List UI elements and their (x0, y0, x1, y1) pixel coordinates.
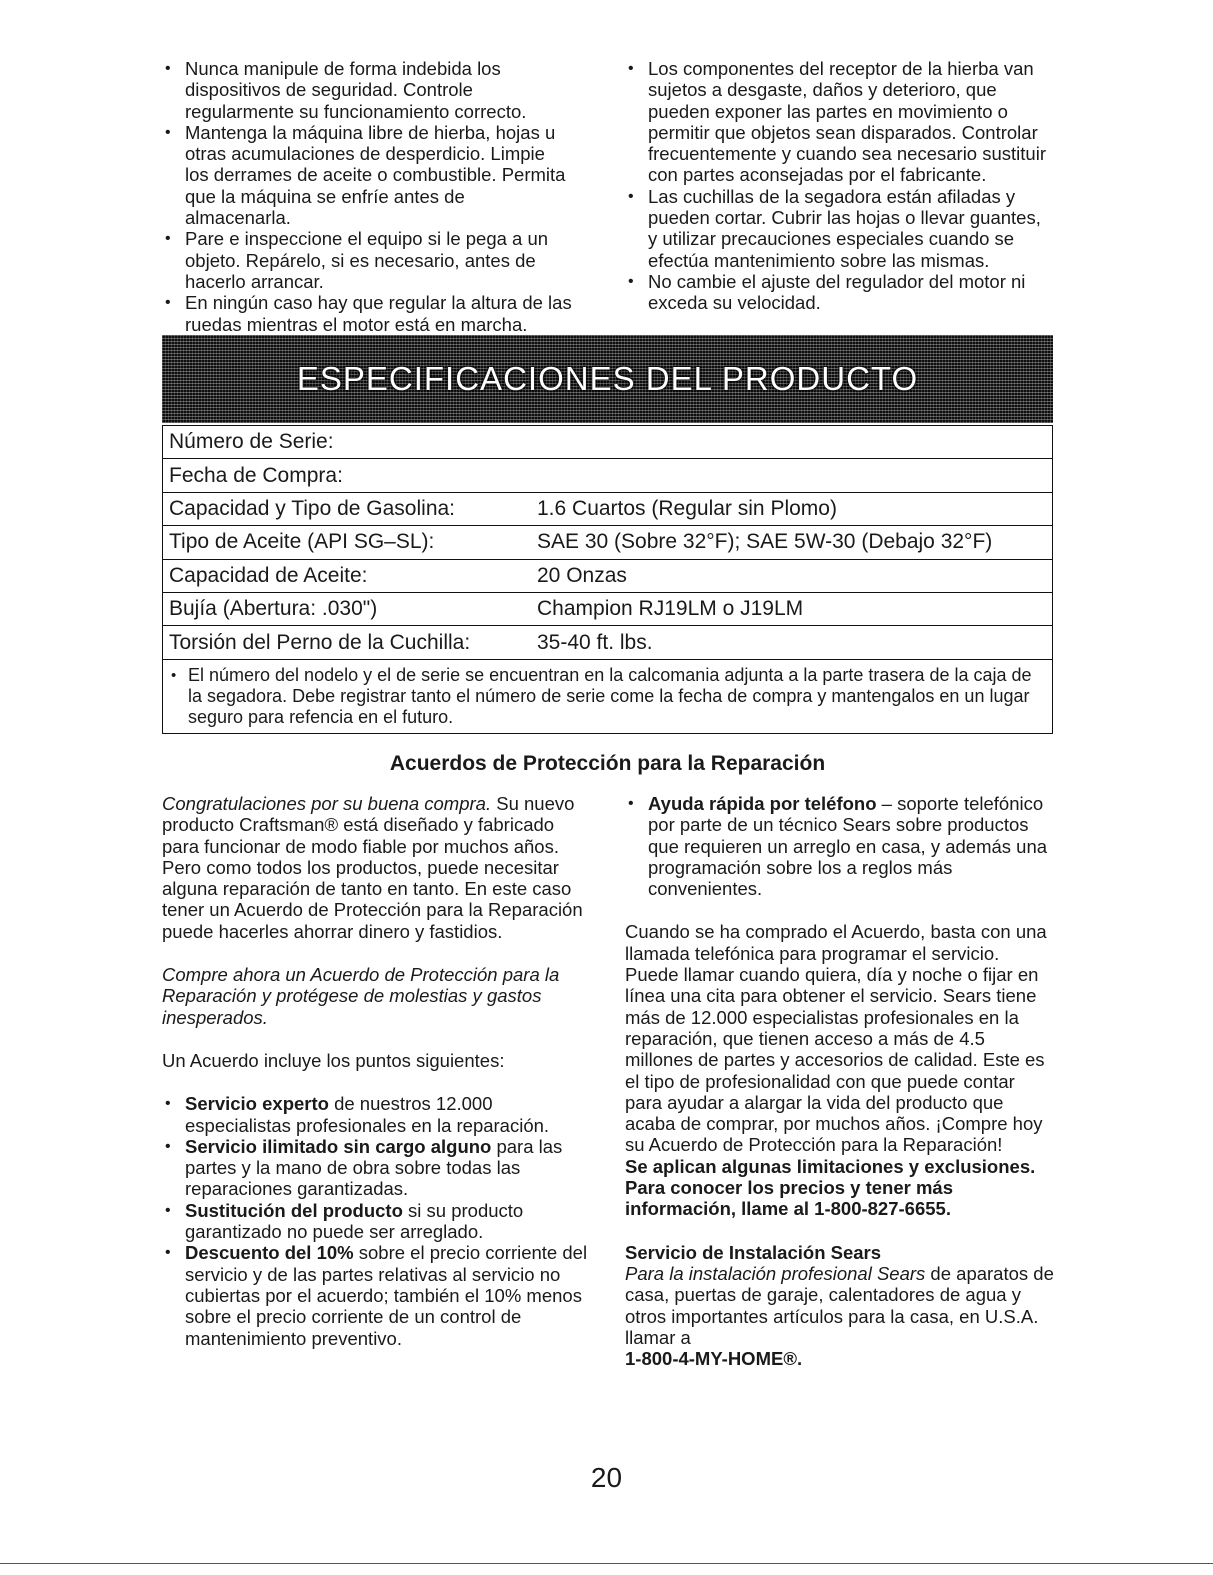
benefit-title: Servicio experto (185, 1093, 329, 1115)
benefit-title: Servicio ilimitado sin cargo alguno (185, 1135, 492, 1157)
benefit-title: Ayuda rápida por teléfono (648, 793, 877, 814)
benefit-title: Descuento del 10% (185, 1242, 354, 1264)
spec-value: SAE 30 (Sobre 32°F); SAE 5W-30 (Debajo 32°F) (537, 530, 993, 554)
install-text: de aparatos de casa, puertas de garaje, calentadores de agua y otros importantes artículos para la casa, en U.S.A. llamar a (625, 1262, 1054, 1348)
safety-bullet: • Nunca manipule de forma indebida los dispositivos de seguridad. Controle regularmente su funcionamiento correcto. (162, 58, 572, 122)
benefit-text: si su producto garantizado no puede ser arreglado. (185, 1199, 524, 1243)
spec-label: Bujía (Abertura: .030") (169, 597, 378, 621)
benefit-text: para las partes y la mano de obra sobre todas las reparaciones garantizadas. (185, 1135, 563, 1200)
safety-bullets-right (625, 58, 1055, 314)
spec-value: 20 Onzas (537, 563, 627, 587)
specs-table (162, 425, 1053, 734)
limitations-paragraph: Se aplican algunas limitaciones y exclusiones. Para conocer los precios y tener más información, llame al 1-800-827-6655. (625, 1155, 1036, 1220)
benefit-item (162, 1093, 592, 1136)
spec-row (163, 526, 1052, 559)
safety-bullet: • En ningún caso hay que regular la altura de las ruedas mientras el motor está en marcha. (162, 292, 572, 335)
intro-paragraph (162, 793, 592, 942)
install-phone: 1-800-4-MY-HOME®. (625, 1348, 803, 1370)
spec-value: Champion RJ19LM o J19LM (537, 597, 804, 621)
spec-label: Número de Serie: (169, 430, 334, 454)
spec-row (163, 626, 1052, 659)
install-heading: Servicio de Instalación Sears (625, 1241, 882, 1263)
specs-title: ESPECIFICACIONES DEL PRODUCTO (296, 360, 919, 397)
repair-heading: Acuerdos de Protección para la Reparación (389, 752, 826, 775)
benefit-item (162, 1136, 592, 1200)
spec-label: Capacidad de Aceite: (169, 563, 368, 587)
install-paragraph (625, 1263, 1055, 1369)
benefit-text: sobre el precio corriente del servicio y de las partes relativas al servicio no cubiertas por el acuerdo; también el 10% menos sobre el precio corriente de un control de mantenimiento preventivo. (185, 1242, 588, 1349)
safety-bullet: • No cambie el ajuste del regulador del motor ni exceda su velocidad. (625, 271, 1055, 314)
spec-note: • El número del nodelo y el de serie se encuentran en la calcomania adjunta a la parte trasera de la caja de la segadora. Debe registrar tanto el número de serie come la fecha de compra y mantengalos en un lugar seguro para refencia en el futuro. (163, 660, 1052, 733)
phone-help-list (625, 793, 1055, 899)
spec-label: Capacidad y Tipo de Gasolina: (169, 496, 456, 520)
spec-value: 35-40 ft. lbs. (537, 630, 653, 654)
safety-bullet: • Pare e inspeccione el equipo si le pega a un objeto. Repárelo, si es necesario, antes de hacerlo arrancar. (162, 228, 572, 292)
bottom-rule (0, 1563, 1213, 1564)
intro-text: Su nuevo producto Craftsman® está diseñado y fabricado para funcionar de modo fiable por muchos años. Pero como todos los productos, puede necesitar alguna reparación de tanto en tanto. En este caso tener un Acuerdo de Protección para la Reparación puede hacerles ahorrar dinero y fastidios. (162, 793, 583, 942)
benefits-list (162, 1093, 592, 1349)
safety-bullets-left (162, 58, 572, 335)
safety-bullet: • Mantenga la máquina libre de hierba, hojas u otras acumulaciones de desperdicio. Limpie los derrames de aceite o combustible. Permita que la máquina se enfríe antes de almacenarla. (162, 122, 572, 228)
specs-banner (162, 335, 1053, 423)
benefit-item (162, 1200, 592, 1243)
safety-bullet: • Las cuchillas de la segadora están afiladas y pueden cortar. Cubrir las hojas o llevar guantes, y utilizar precauciones especiales cuando se efectúa mantenimiento sobre las mismas. (625, 186, 1055, 271)
spec-row (163, 493, 1052, 526)
page-number: 20 (590, 1462, 623, 1493)
intro-italic: Congratulaciones por su buena compra. (162, 793, 492, 814)
spec-label: Torsión del Perno de la Cuchilla: (169, 630, 471, 654)
benefit-item (162, 1242, 592, 1348)
benefit-text: – soporte telefónico por parte de un técnico Sears sobre productos que requieren un arreglo en casa, y además una programación sobre los a reglos más convenientes. (648, 793, 1048, 900)
spec-row (163, 593, 1052, 626)
benefit-title: Sustitución del producto (185, 1199, 403, 1221)
spec-value: 1.6 Cuartos (Regular sin Plomo) (537, 496, 837, 520)
benefit-item (625, 793, 1055, 899)
spec-row (163, 459, 1052, 492)
repair-left-column (162, 793, 592, 1349)
spec-row (163, 426, 1052, 459)
spec-label: Fecha de Compra: (169, 463, 343, 487)
spec-row (163, 560, 1052, 593)
safety-bullet: • Los componentes del receptor de la hierba van sujetos a desgaste, daños y deterioro, que pueden exponer las partes en movimiento o permitir que objetos sean disparados. Controlar frecuentemente y cuando sea necesario sustituir con partes aconsejadas por el fabricante. (625, 58, 1055, 186)
purchased-paragraph: Cuando se ha comprado el Acuerdo, basta con una llamada telefónica para programar el servicio. Puede llamar cuando quiera, día y noche o fijar en línea una cita para obtener el servicio. Sears tiene más de 12.000 especialistas profesionales en la reparación, que tienen acceso a más de 4.5 millones de partes y accesorios de calidad. Este es el tipo de profesionalidad con que puede contar para ayudar a alargar la vida del producto que acaba de comprar, por muchos años. ¡Compre hoy su Acuerdo de Protección para la Reparación! (625, 921, 1047, 1156)
includes-paragraph: Un Acuerdo incluye los puntos siguientes: (162, 1049, 505, 1071)
buy-now-paragraph: Compre ahora un Acuerdo de Protección para la Reparación y protégese de molestias y gastos inesperados. (162, 964, 560, 1028)
repair-right-column (625, 793, 1055, 1391)
benefit-text: de nuestros 12.000 especialistas profesionales en la reparación. (185, 1093, 550, 1136)
install-italic: Para la instalación profesional Sears (625, 1262, 926, 1284)
spec-label: Tipo de Aceite (API SG–SL): (169, 530, 435, 554)
